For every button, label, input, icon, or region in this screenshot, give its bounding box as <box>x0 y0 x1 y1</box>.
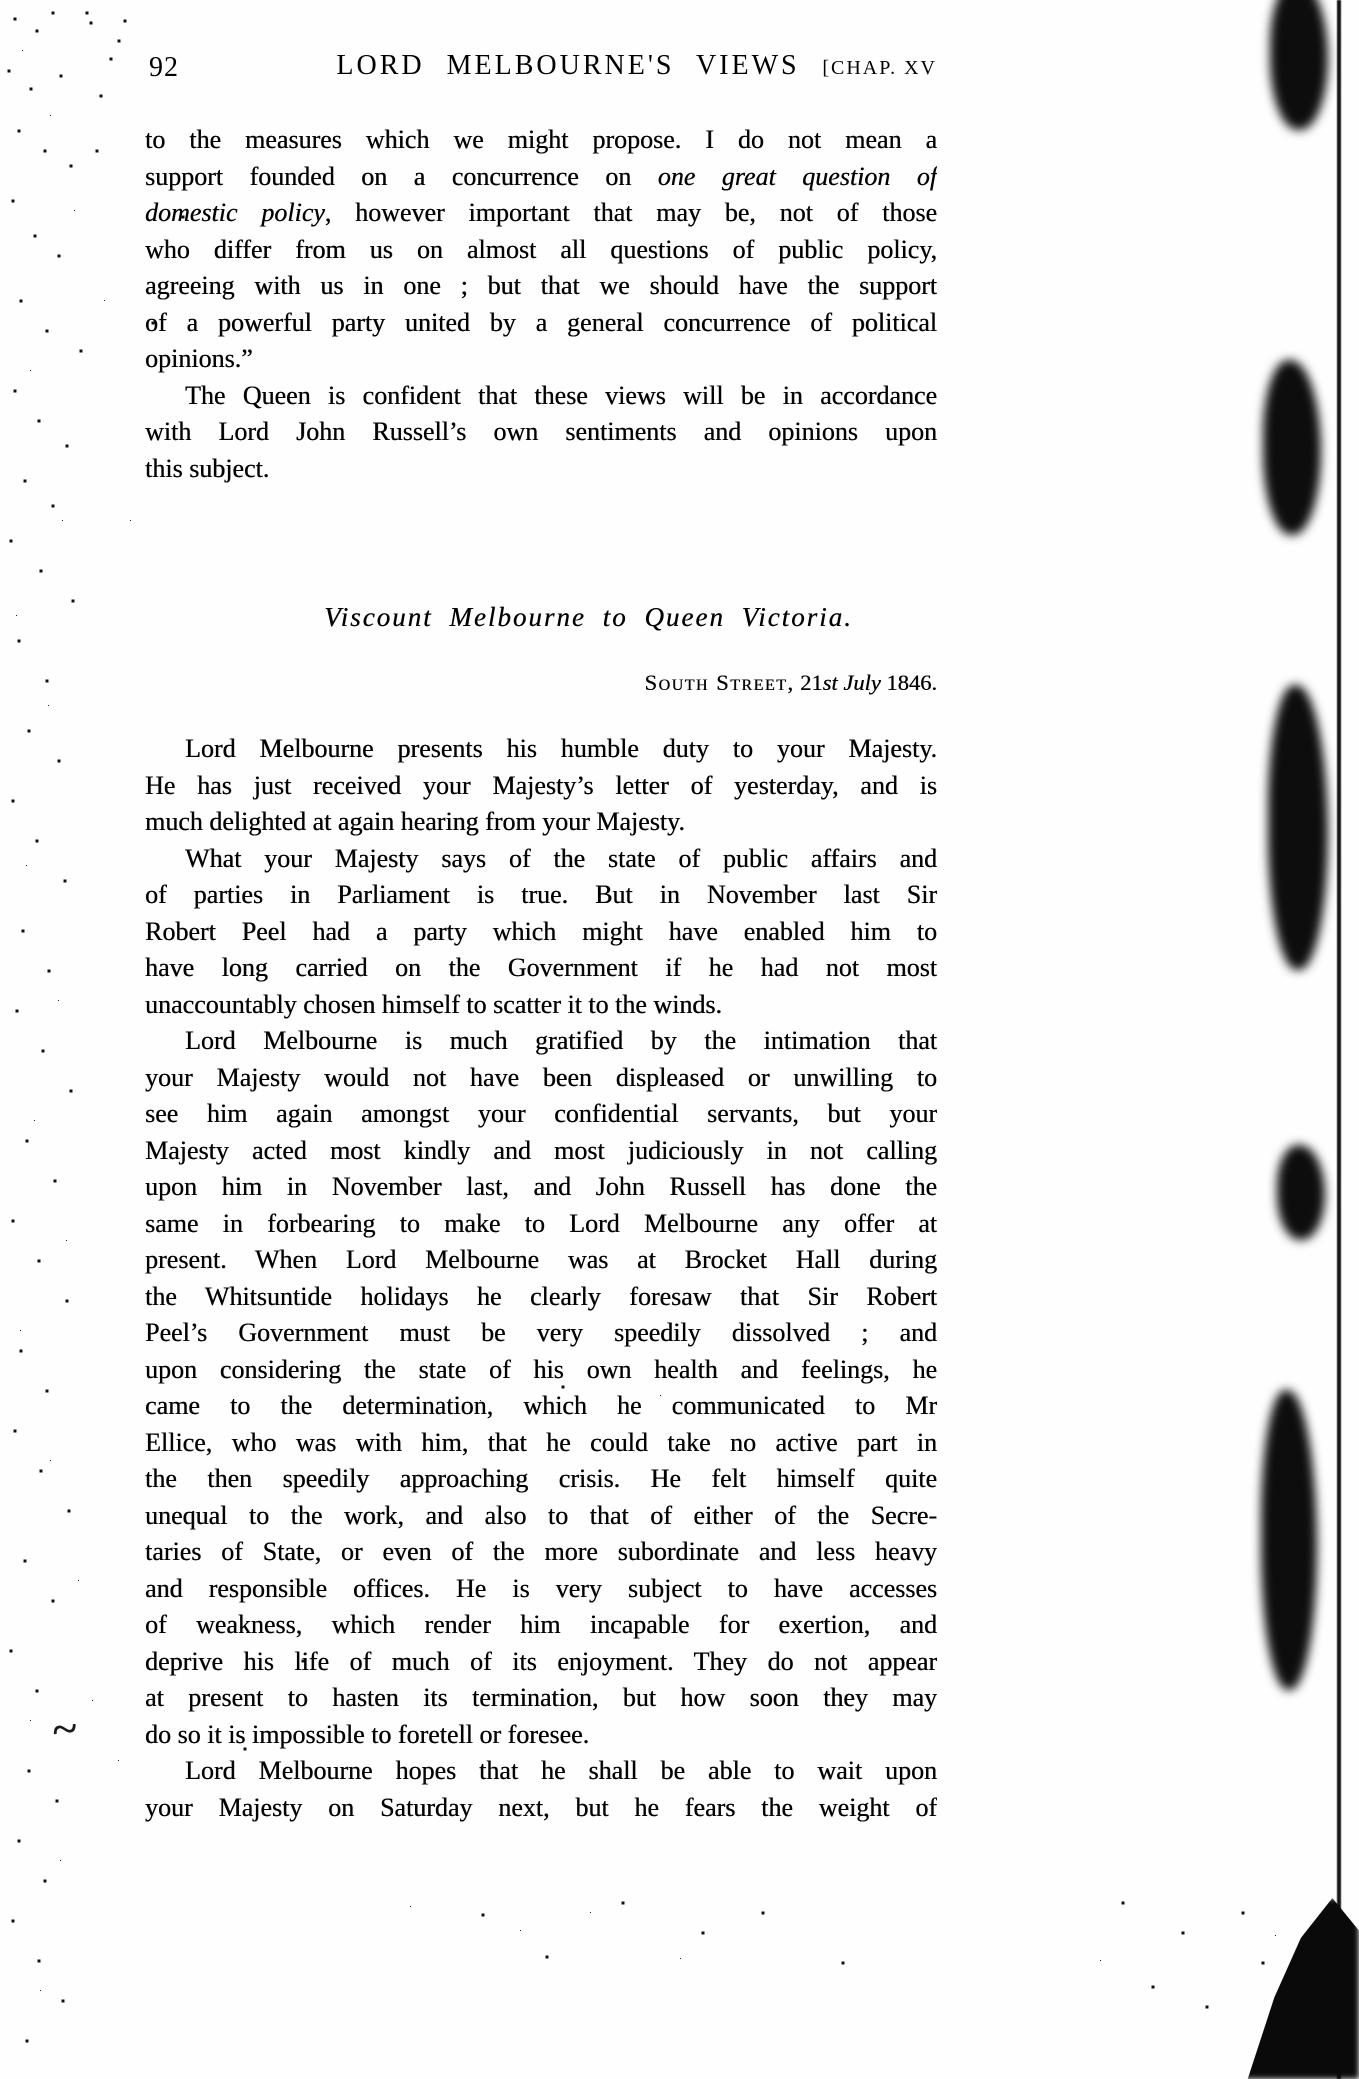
paragraph <box>145 841 937 1024</box>
text-run: of a powerful party united by a general concurrence of political <box>145 307 937 337</box>
text-run: Peel’s Government must be very speedily dissolved ; and <box>145 1318 937 1347</box>
text-line <box>145 268 937 305</box>
text-run: , however important that may be, not of those <box>324 198 937 227</box>
text-line <box>145 1352 937 1389</box>
text-line <box>145 768 937 805</box>
text-run: of parties in Parliament is true. But in November last Sir <box>145 880 937 909</box>
text-run: your Majesty on Saturday next, but he fears the weight of <box>145 1792 937 1822</box>
text-run: Majesty acted most kindly and most judiciously in not calling <box>145 1135 937 1165</box>
text-line <box>145 1206 937 1243</box>
text-run: July <box>843 670 881 695</box>
text-line <box>145 1060 937 1097</box>
text-run: What your Majesty says of the state of public affairs and <box>185 843 937 873</box>
text-line <box>145 414 937 451</box>
intro-paragraphs <box>145 122 937 487</box>
text-line <box>145 1425 937 1462</box>
chapter-marker: [CHAP. XV <box>822 57 937 79</box>
text-run: to the measures which we might propose. I do not mean a <box>145 125 937 154</box>
text-line <box>145 378 937 415</box>
text-line <box>145 1717 937 1754</box>
text-run: domestic policy <box>145 198 325 227</box>
text-line <box>145 1461 937 1498</box>
binding-streak-artifact <box>1277 1145 1325 1240</box>
text-run: the then speedily approaching crisis. He felt himself quite <box>145 1464 937 1493</box>
text-run: Ellice, who was with him, that he could take no active part in <box>145 1427 937 1457</box>
text-run: 1846. <box>880 670 937 695</box>
text-line <box>145 1790 937 1827</box>
scan-noise <box>0 0 1 1</box>
running-header <box>145 50 937 90</box>
text-line <box>145 305 937 342</box>
binding-streak-artifact <box>1263 360 1321 535</box>
binding-line-artifact <box>1337 0 1341 2079</box>
page-number: 92 <box>149 52 179 83</box>
text-run: present. When Lord Melbourne was at Brocket Hall during <box>145 1245 937 1274</box>
text-run: at present to hasten its termination, but how soon they may <box>145 1683 937 1712</box>
text-run: have long carried on the Government if he had not most <box>145 953 937 982</box>
text-run: see him again amongst your confidential servants, but your <box>145 1099 937 1128</box>
paragraph <box>145 378 937 488</box>
text-run: The Queen is confident that these views will be in accordance <box>185 380 937 410</box>
text-line <box>145 232 937 269</box>
text-run: opinions.” <box>145 344 253 373</box>
text-run: upon considering the state of his own health and feelings, he <box>145 1354 937 1384</box>
text-line <box>145 1023 937 1060</box>
text-run: one great question of <box>657 161 937 191</box>
text-line <box>145 1133 937 1170</box>
text-line <box>145 1242 937 1279</box>
text-run: the Whitsuntide holidays he clearly foresaw that Sir Robert <box>145 1281 937 1311</box>
text-line <box>145 987 937 1024</box>
dateline <box>145 665 937 695</box>
text-run: Lord Melbourne hopes that he shall be able to wait upon <box>185 1756 937 1785</box>
text-line <box>145 1607 937 1644</box>
text-line <box>145 451 937 488</box>
text-run: with Lord John Russell’s own sentiments and opinions upon <box>145 417 937 446</box>
text-column <box>145 122 937 1826</box>
text-line <box>145 1498 937 1535</box>
text-run: agreeing with us in one ; but that we should have the support <box>145 271 937 300</box>
text-run: South Street, <box>644 670 795 695</box>
text-run: of weakness, which render him incapable for exertion, and <box>145 1610 937 1639</box>
text-line <box>145 1753 937 1790</box>
text-run: Lord Melbourne is much gratified by the intimation that <box>185 1026 937 1055</box>
paragraph <box>145 1023 937 1753</box>
text-line <box>145 122 937 159</box>
text-line <box>145 1534 937 1571</box>
handwritten-mark: ~ <box>49 1701 80 1756</box>
text-run: and responsible offices. He is very subject to have accesses <box>145 1573 937 1603</box>
text-run: deprive his life of much of its enjoyment. They do not appear <box>145 1646 937 1676</box>
binding-streak-artifact <box>1270 0 1328 130</box>
text-run: He has just received your Majesty’s letter of yesterday, and is <box>145 770 937 800</box>
paragraph <box>145 731 937 841</box>
text-line <box>145 1279 937 1316</box>
text-line <box>145 804 937 841</box>
text-line <box>145 1571 937 1608</box>
text-line <box>145 1388 937 1425</box>
text-run: much delighted at again hearing from your Majesty. <box>145 807 685 836</box>
text-line <box>145 1644 937 1681</box>
binding-streak-artifact <box>1261 1390 1317 1690</box>
text-run: 21 <box>794 670 823 695</box>
corner-blot-artifact <box>1238 1898 1359 2079</box>
text-line <box>145 950 937 987</box>
text-line <box>145 195 937 232</box>
text-line <box>145 1315 937 1352</box>
text-run: upon him in November last, and John Russell has done the <box>145 1172 937 1201</box>
text-line <box>145 841 937 878</box>
text-run: this subject. <box>145 453 270 483</box>
text-line <box>145 914 937 951</box>
text-run: who differ from us on almost all questions of public policy, <box>145 234 937 264</box>
text-run: same in forbearing to make to Lord Melbourne any offer at <box>145 1208 937 1238</box>
text-run: unequal to the work, and also to that of either of the Secre- <box>145 1500 937 1530</box>
running-title: LORD MELBOURNE'S VIEWS <box>336 50 800 81</box>
text-run: Robert Peel had a party which might have enabled him to <box>145 916 937 946</box>
text-line <box>145 1680 937 1717</box>
paragraph <box>145 122 937 378</box>
letter-paragraphs <box>145 731 937 1826</box>
letter-heading: Viscount Melbourne to Queen Victoria. <box>324 602 853 632</box>
binding-streak-artifact <box>1268 685 1328 970</box>
text-run: came to the determination, which he communicated to Mr <box>145 1391 937 1420</box>
text-run: support founded on a concurrence on <box>145 161 658 191</box>
text-run: Lord Melbourne presents his humble duty to your Majesty. <box>185 734 937 763</box>
text-run: unaccountably chosen himself to scatter it to the winds. <box>145 989 722 1019</box>
text-run: st <box>822 670 838 695</box>
text-line <box>145 731 937 768</box>
text-run: your Majesty would not have been displeased or unwilling to <box>145 1062 937 1092</box>
text-run: do so it is impossible to foretell or foresee. <box>145 1719 590 1749</box>
text-run: taries of State, or even of the more subordinate and less heavy <box>145 1537 937 1566</box>
text-line <box>145 1169 937 1206</box>
text-line <box>145 1096 937 1133</box>
text-line <box>145 877 937 914</box>
paragraph <box>145 1753 937 1826</box>
text-line <box>145 159 937 196</box>
text-line <box>145 341 937 378</box>
